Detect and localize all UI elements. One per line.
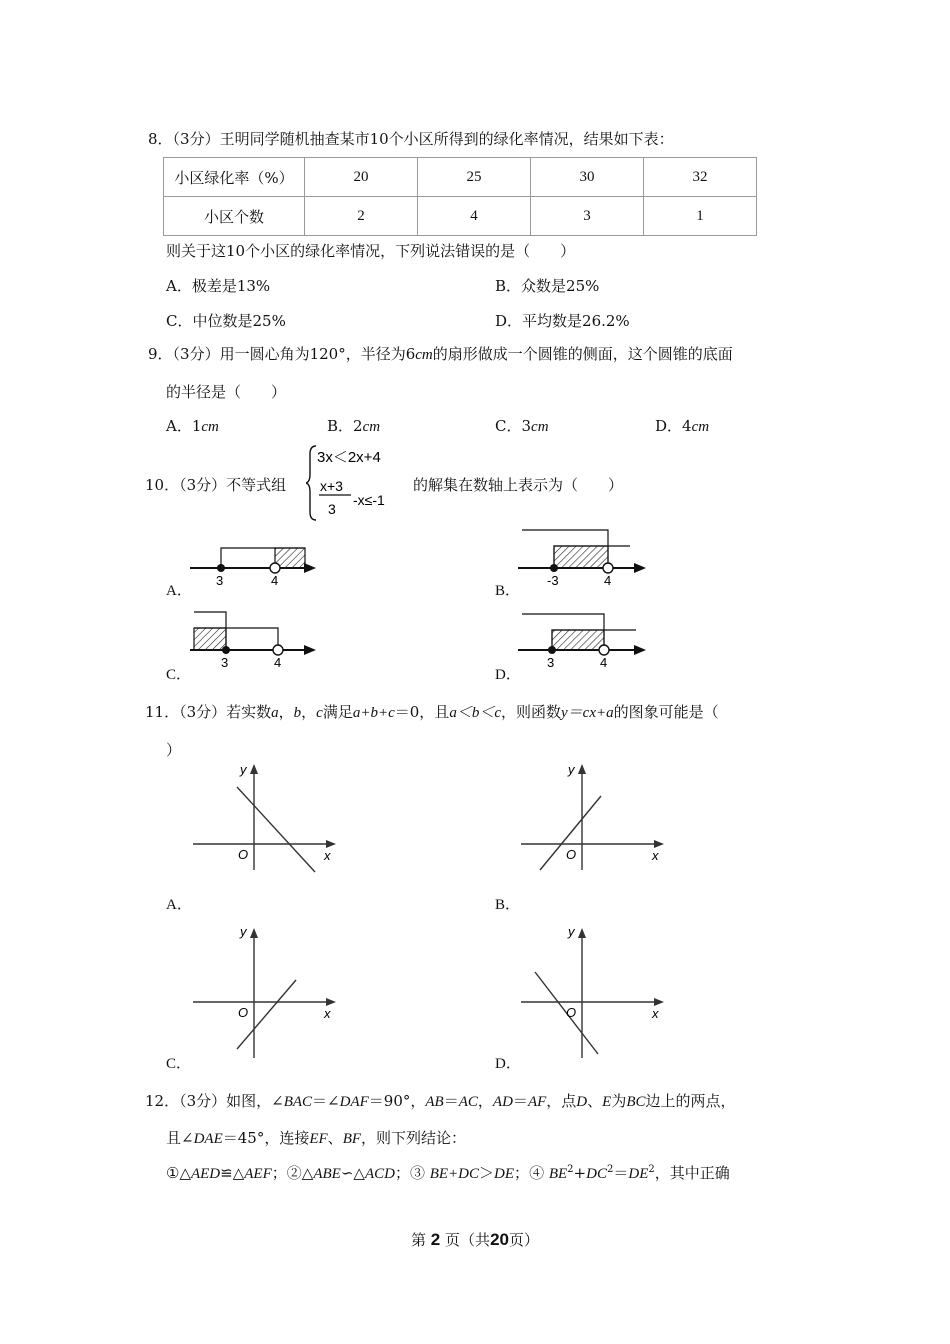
svg-text:x: x <box>324 848 331 863</box>
page-number: 2 <box>430 1230 441 1249</box>
tick-label: 3 <box>547 655 555 670</box>
q12-line1: 12．（3分）如图，∠BAC＝∠DAF＝90°，AB＝AC，AD＝AF，点D、E为BC边上的两点， <box>145 1092 736 1110</box>
table-cell: 20 <box>305 158 418 197</box>
tick-label: 4 <box>600 655 608 670</box>
q9-stem-line2: 的半径是（ ） <box>166 383 287 401</box>
q11-stem-line2: ） <box>166 741 182 759</box>
function-line <box>237 787 315 872</box>
q11-option-a-label[interactable]: A． <box>166 897 192 913</box>
hollow-point <box>270 563 280 573</box>
svg-text:x: x <box>652 848 659 863</box>
q10-option-a-numberline[interactable] <box>190 528 325 590</box>
q9-option-d[interactable]: D．4cm <box>655 417 710 435</box>
inequality-2-rest: -x≤-1 <box>353 492 385 508</box>
q11-option-a-graph[interactable] <box>190 762 345 874</box>
q9-option-c[interactable]: C．3cm <box>495 417 549 435</box>
q11-option-b-graph[interactable] <box>518 762 673 874</box>
q11-option-d-label[interactable]: D． <box>495 1056 521 1072</box>
inequality-system <box>306 444 416 522</box>
svg-text:O: O <box>566 847 577 862</box>
q10-option-b-label[interactable]: B． <box>495 583 521 599</box>
q8-question: 则关于这10个小区的绿化率情况，下列说法错误的是（ ） <box>166 242 576 260</box>
table-cell: 32 <box>644 158 757 197</box>
solid-point <box>222 646 230 654</box>
svg-text:O: O <box>238 1005 249 1020</box>
hollow-point <box>599 645 609 655</box>
tick-label: 3 <box>216 573 224 588</box>
svg-text:y: y <box>240 762 247 777</box>
q9-option-b[interactable]: B．2cm <box>327 417 381 435</box>
greening-rate-table <box>163 157 757 236</box>
q10-option-b-numberline[interactable] <box>518 526 653 590</box>
q12-line2: 且∠DAE＝45°，连接EF、BF，则下列结论： <box>166 1129 467 1147</box>
tick-label: 4 <box>271 573 279 588</box>
q8-option-a[interactable]: A．极差是13% <box>166 277 271 295</box>
inequality-2-denominator: 3 <box>328 501 336 517</box>
table-row <box>164 158 757 197</box>
q9-option-a[interactable]: A．1cm <box>166 417 219 435</box>
tick-label: -3 <box>547 573 559 588</box>
table-cell: 30 <box>531 158 644 197</box>
q10-option-a-label[interactable]: A． <box>166 583 192 599</box>
tick-label: 3 <box>221 655 229 670</box>
q11-option-b-label[interactable]: B． <box>495 897 521 913</box>
q11-option-c-graph[interactable] <box>190 922 345 1064</box>
tick-label: 4 <box>604 573 612 588</box>
page-footer: 第 2 页（共20页） <box>411 1230 539 1249</box>
q10-option-c-label[interactable]: C． <box>166 667 192 683</box>
table-cell: 2 <box>305 197 418 236</box>
table-header-count: 小区个数 <box>164 197 305 236</box>
svg-text:y: y <box>568 924 575 939</box>
svg-text:y: y <box>568 762 575 777</box>
tick-label: 4 <box>274 655 282 670</box>
table-cell: 3 <box>531 197 644 236</box>
q8-stem: 8．（3分）王明同学随机抽查某市10个小区所得到的绿化率情况，结果如下表： <box>148 130 674 148</box>
q8-option-c[interactable]: C．中位数是25% <box>166 312 286 330</box>
table-header-rate: 小区绿化率（%） <box>164 158 305 197</box>
inequality-2-numerator: x+3 <box>320 478 343 494</box>
table-cell: 4 <box>418 197 531 236</box>
q10-option-d-label[interactable]: D． <box>495 667 521 683</box>
q10-stem-b: 的解集在数轴上表示为（ ） <box>413 476 624 494</box>
q12-line3: ①△AED≌△AEF；②△ABE∽△ACD；③ BE+DC＞DE；④ $BE^2+DC^2=DE^2$，其中正确 <box>166 1164 730 1182</box>
q8-option-d[interactable]: D．平均数是26.2% <box>495 312 630 330</box>
page-total: 20 <box>490 1230 509 1249</box>
q11-option-d-graph[interactable] <box>518 922 673 1064</box>
inequality-1: 3x＜2x+4 <box>317 449 381 466</box>
table-cell: 1 <box>644 197 757 236</box>
table-cell: 25 <box>418 158 531 197</box>
svg-text:O: O <box>238 847 249 862</box>
q11-option-c-label[interactable]: C． <box>166 1056 192 1072</box>
svg-text:y: y <box>240 924 247 939</box>
q10-option-d-numberline[interactable] <box>518 610 653 674</box>
solid-point <box>548 646 556 654</box>
solid-point <box>217 564 225 572</box>
q10-option-c-numberline[interactable] <box>190 608 325 672</box>
svg-text:x: x <box>324 1006 331 1021</box>
svg-text:x: x <box>652 1006 659 1021</box>
q10-stem-a: 10．（3分）不等式组 <box>145 476 287 494</box>
solid-point <box>550 564 558 572</box>
q11-stem: 11．（3分）若实数a，b，c满足a+b+c＝0，且a＜b＜c，则函数y＝cx+a的图象可能是（ <box>145 703 719 721</box>
hollow-point <box>603 563 613 573</box>
hollow-point <box>273 645 283 655</box>
q8-option-b[interactable]: B．众数是25% <box>495 277 600 295</box>
table-row <box>164 197 757 236</box>
svg-text:O: O <box>566 1005 577 1020</box>
q9-stem-line1: 9．（3分）用一圆心角为120°，半径为6cm的扇形做成一个圆锥的侧面，这个圆锥的底面 <box>148 345 733 363</box>
